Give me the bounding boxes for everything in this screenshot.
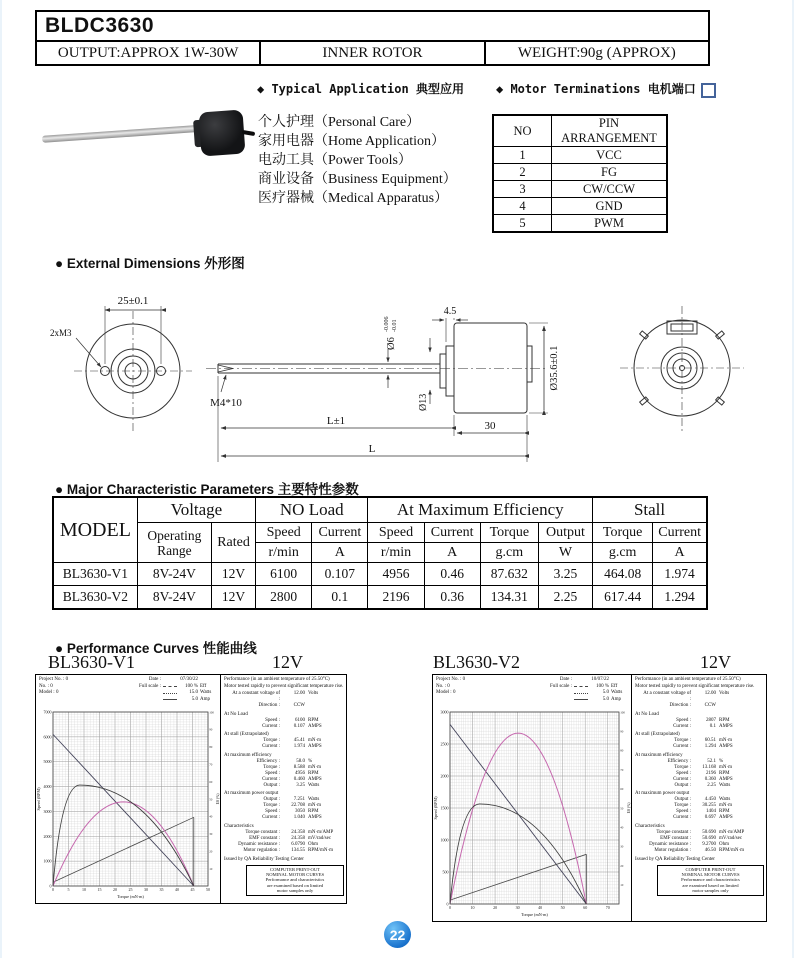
svg-text:2500: 2500 bbox=[440, 741, 449, 747]
group-max-efficiency: At Maximum Efficiency bbox=[368, 497, 593, 523]
svg-text:40: 40 bbox=[209, 814, 213, 819]
svg-text:-0.01: -0.01 bbox=[392, 319, 398, 332]
svg-text:Eff (%): Eff (%) bbox=[215, 793, 220, 805]
svg-text:1000: 1000 bbox=[43, 858, 52, 864]
unit-rpm: r/min bbox=[256, 543, 312, 563]
svg-text:Speed (RPM): Speed (RPM) bbox=[433, 796, 438, 820]
performance-plot-v2 bbox=[433, 707, 631, 918]
legend-amp-value: 5.0 bbox=[602, 696, 609, 702]
svg-text:80: 80 bbox=[209, 745, 213, 750]
svg-text:0: 0 bbox=[52, 887, 54, 892]
no-load-current: 0.1 bbox=[312, 586, 368, 610]
header-weight: WEIGHT:90g (APPROX) bbox=[517, 45, 676, 61]
svg-text:5: 5 bbox=[67, 887, 70, 892]
chart-head-v1 bbox=[36, 675, 220, 707]
pin-signal: FG bbox=[552, 164, 668, 181]
legend-watts-unit: Watts bbox=[611, 690, 623, 695]
legend-eff-value: 100 % bbox=[185, 683, 198, 689]
header-table bbox=[35, 10, 710, 66]
table-row bbox=[493, 215, 667, 233]
max-eff-current: 0.46 bbox=[424, 563, 480, 586]
svg-text:20: 20 bbox=[209, 849, 213, 854]
group-no-load: NO Load bbox=[256, 497, 368, 523]
svg-text:50: 50 bbox=[620, 806, 624, 811]
legend-amp-unit: Amp bbox=[611, 696, 621, 702]
svg-text:60: 60 bbox=[209, 779, 213, 784]
svg-text:10: 10 bbox=[209, 866, 213, 871]
chart-head-v2 bbox=[433, 675, 631, 707]
svg-text:20: 20 bbox=[620, 863, 624, 868]
svg-text:90: 90 bbox=[620, 729, 624, 734]
motor-shaft-image bbox=[42, 124, 210, 143]
svg-text:15: 15 bbox=[97, 887, 102, 892]
page-left-edge bbox=[0, 0, 2, 958]
col-nl-speed: Speed bbox=[256, 523, 312, 543]
svg-text:60: 60 bbox=[583, 905, 588, 910]
no-load-current: 0.107 bbox=[312, 563, 368, 586]
col-nl-current: Current bbox=[312, 523, 368, 543]
section-performance-curves: ● Performance Curves 性能曲线 bbox=[55, 641, 257, 656]
svg-text:20: 20 bbox=[113, 887, 117, 892]
full-scale-label: Full scale : bbox=[550, 683, 572, 689]
date-label: Date : bbox=[559, 677, 572, 682]
viewer-widget-button[interactable] bbox=[701, 83, 716, 98]
stall-torque: 617.44 bbox=[593, 586, 653, 610]
legend-watts-value: 5.0 bbox=[602, 690, 609, 695]
col-operating-range bbox=[137, 523, 211, 563]
dim-front-width: 25±0.1 bbox=[117, 295, 149, 307]
pin-no: 4 bbox=[493, 198, 552, 215]
rated-voltage: 12V bbox=[211, 586, 255, 610]
svg-text:3000: 3000 bbox=[440, 709, 449, 715]
pin-signal: PWM bbox=[552, 215, 668, 233]
table-row bbox=[493, 181, 667, 198]
max-eff-torque: 134.31 bbox=[480, 586, 538, 610]
svg-text:30: 30 bbox=[620, 844, 624, 849]
table-row bbox=[53, 586, 707, 610]
col-me-torque: Torque bbox=[480, 523, 538, 543]
col-st-torque: Torque bbox=[593, 523, 653, 543]
svg-text:10: 10 bbox=[470, 905, 475, 910]
dim-thread: M4*10 bbox=[210, 397, 242, 409]
page-title: BLDC3630 bbox=[37, 12, 708, 42]
svg-text:70: 70 bbox=[209, 762, 213, 767]
model-name: BL3630-V1 bbox=[53, 563, 137, 586]
svg-text:50: 50 bbox=[206, 887, 210, 892]
performance-chart-v2 bbox=[432, 674, 767, 922]
svg-text:0: 0 bbox=[49, 883, 52, 889]
chart-voltage-v2: 12V bbox=[700, 652, 731, 672]
dash-line-icon bbox=[574, 686, 588, 687]
pin-no: 1 bbox=[493, 147, 552, 164]
svg-text:40: 40 bbox=[620, 825, 624, 830]
chart-title-v2: BL3630-V2 bbox=[433, 652, 520, 672]
page-number: 22 bbox=[389, 926, 406, 943]
unit-a: A bbox=[424, 543, 480, 563]
chart-meta-v1 bbox=[39, 677, 68, 707]
operating-label: Operating bbox=[147, 527, 202, 543]
table-row bbox=[53, 563, 707, 586]
svg-text:4000: 4000 bbox=[43, 784, 52, 790]
svg-text:7000: 7000 bbox=[43, 709, 52, 715]
pin-arrangement-table bbox=[492, 114, 668, 233]
legend-amp-unit: Amp bbox=[200, 696, 210, 702]
max-eff-output: 2.25 bbox=[538, 586, 592, 610]
dim-body-dia: Ø35.6±0.1 bbox=[549, 345, 560, 391]
meta-no: No. : 0 bbox=[436, 683, 450, 689]
unit-a: A bbox=[653, 543, 707, 563]
svg-text:70: 70 bbox=[620, 767, 624, 772]
svg-text:50: 50 bbox=[560, 905, 565, 910]
list-item: 医疗器械（Medical Apparatus） bbox=[258, 191, 449, 206]
pin-no: 5 bbox=[493, 215, 552, 233]
svg-text:0: 0 bbox=[449, 905, 451, 910]
meta-model: Model : 0 bbox=[436, 690, 456, 695]
section-typical-application: ◆ Typical Application 典型应用 bbox=[257, 82, 464, 96]
group-stall: Stall bbox=[593, 497, 707, 523]
model-name: BL3630-V2 bbox=[53, 586, 137, 610]
dot-line-icon bbox=[574, 693, 588, 694]
svg-text:0: 0 bbox=[446, 901, 449, 907]
performance-chart-v1 bbox=[35, 674, 347, 904]
unit-a: A bbox=[312, 543, 368, 563]
svg-text:30: 30 bbox=[515, 905, 520, 910]
chart-legend-v2 bbox=[540, 677, 629, 707]
table-row bbox=[493, 147, 667, 164]
rated-voltage: 12V bbox=[211, 563, 255, 586]
section-motor-terminations: ◆ Motor Terminations 电机端口 bbox=[496, 82, 696, 96]
svg-text:-0.006: -0.006 bbox=[384, 316, 390, 332]
legend-watts-value: 15.0 bbox=[189, 690, 198, 695]
col-st-current: Current bbox=[653, 523, 707, 543]
meta-project-no: Project No. : 0 bbox=[436, 677, 466, 682]
svg-text:6000: 6000 bbox=[43, 734, 52, 740]
unit-gcm: g.cm bbox=[593, 543, 653, 563]
svg-text:Torque (mN·m): Torque (mN·m) bbox=[521, 912, 548, 917]
svg-text:5000: 5000 bbox=[43, 759, 52, 765]
no-load-speed: 6100 bbox=[256, 563, 312, 586]
pin-signal: GND bbox=[552, 198, 668, 215]
col-rated: Rated bbox=[211, 523, 255, 563]
dot-line-icon bbox=[163, 693, 177, 694]
svg-text:1500: 1500 bbox=[440, 805, 449, 811]
list-item: 电动工具（Power Tools） bbox=[258, 153, 412, 168]
chart-meta-v2 bbox=[436, 677, 465, 707]
dimensions-drawing bbox=[30, 276, 770, 476]
col-me-output: Output bbox=[538, 523, 592, 543]
pin-no: 3 bbox=[493, 181, 552, 198]
svg-text:70: 70 bbox=[605, 905, 610, 910]
chart-title-v1: BL3630-V1 bbox=[48, 652, 135, 672]
svg-text:500: 500 bbox=[442, 869, 449, 875]
svg-text:10: 10 bbox=[620, 883, 624, 888]
svg-text:Speed (RPM): Speed (RPM) bbox=[36, 787, 41, 811]
section-major-parameters: ● Major Characteristic Parameters 主要特性参数 bbox=[55, 482, 359, 497]
solid-line-icon bbox=[574, 699, 588, 700]
application-list bbox=[258, 113, 457, 208]
max-eff-speed: 2196 bbox=[368, 586, 424, 610]
svg-text:30: 30 bbox=[144, 887, 148, 892]
full-scale-label: Full scale : bbox=[139, 683, 161, 689]
unit-w: W bbox=[538, 543, 592, 563]
unit-rpm: r/min bbox=[368, 543, 424, 563]
chart-voltage-v1: 12V bbox=[272, 652, 303, 672]
svg-text:25: 25 bbox=[128, 887, 133, 892]
list-item: 个人护理（Personal Care） bbox=[258, 115, 421, 130]
svg-text:Torque (mN·m): Torque (mN·m) bbox=[117, 894, 144, 899]
parameters-table bbox=[52, 496, 708, 610]
legend-eff-value: 100 % bbox=[596, 683, 609, 689]
svg-text:45: 45 bbox=[190, 887, 195, 892]
front-view bbox=[74, 306, 192, 433]
max-eff-current: 0.36 bbox=[424, 586, 480, 610]
pin-col-arrangement: PIN ARRANGEMENT bbox=[552, 115, 668, 147]
meta-no: No. : 0 bbox=[39, 683, 53, 689]
table-row bbox=[493, 198, 667, 215]
meta-project-no: Project No. : 0 bbox=[39, 677, 69, 682]
svg-text:35: 35 bbox=[159, 887, 164, 892]
motor-body-image bbox=[199, 110, 246, 157]
svg-text:100: 100 bbox=[620, 710, 625, 715]
header-output: OUTPUT:APPROX 1W-30W bbox=[57, 45, 239, 61]
svg-text:Ø6: Ø6 bbox=[386, 337, 397, 350]
chart-info-v2: Performance (in an ambient temperature of 25.50°C) Motor tested rapidly to prevent significant temperature rise. At a constant voltage of : 12.00 Volts Direction : CCW At No Load Speed : 2807 RPM Current : 0.1 AMPS At stall (Extrapolated) Torque : 60.51 mN·m Current : 1.294 AMPS At maximum efficiency Efficiency : 52.1 % Torque : 13.168 mN·m Speed : 2196 RPM Current : 0.360 AMPS Output : 2.25 Watts At maximum power output Output : 4.450 Watts Torque : 30.255 mN·m Speed : 1404 RPM Current : 0.697 AMPS Characteristics Torque constant : 50.690 mN·m/AMP EMF constant : 50.690 mV/rad/sec Dynamic resistance : 9.2700 Ohm Motor regulation : 46.50 RPM/mN·m Issued by QA Reliability Testing Center COMPUTER PRINT-OUT NOMINAL MOTOR CURVES Performance and characteristics are examined based on limited motor samples only bbox=[631, 675, 766, 921]
pin-col-no: NO bbox=[493, 115, 552, 147]
list-item: 商业设备（Business Equipment） bbox=[258, 172, 457, 187]
svg-text:50: 50 bbox=[209, 797, 213, 802]
solid-line-icon bbox=[163, 699, 177, 700]
header-rotor-type: INNER ROTOR bbox=[259, 42, 485, 64]
svg-text:2000: 2000 bbox=[43, 833, 52, 839]
svg-text:80: 80 bbox=[620, 748, 624, 753]
stall-torque: 464.08 bbox=[593, 563, 653, 586]
dim-body-length: 30 bbox=[484, 420, 496, 432]
max-eff-torque: 87.632 bbox=[480, 563, 538, 586]
legend-eff-unit: Eff bbox=[200, 683, 207, 689]
voltage-range: 8V-24V bbox=[137, 586, 211, 610]
list-item: 家用电器（Home Application） bbox=[258, 134, 446, 149]
side-view bbox=[206, 318, 548, 462]
svg-text:40: 40 bbox=[538, 905, 543, 910]
svg-text:1000: 1000 bbox=[440, 837, 449, 843]
col-model: MODEL bbox=[53, 497, 137, 563]
pin-signal: VCC bbox=[552, 147, 668, 164]
legend-watts-unit: Watts bbox=[200, 690, 212, 695]
stall-current: 1.974 bbox=[653, 563, 707, 586]
svg-text:100: 100 bbox=[209, 710, 214, 715]
dim-shaft-dia bbox=[384, 317, 398, 351]
range-label: Range bbox=[157, 542, 192, 558]
max-eff-speed: 4956 bbox=[368, 563, 424, 586]
date-label: Date : bbox=[148, 677, 161, 682]
max-eff-output: 3.25 bbox=[538, 563, 592, 586]
section-external-dimensions: ● External Dimensions 外形图 bbox=[55, 256, 245, 271]
svg-text:Eff (%): Eff (%) bbox=[626, 802, 631, 814]
voltage-range: 8V-24V bbox=[137, 563, 211, 586]
motor-photo bbox=[28, 96, 256, 226]
svg-text:40: 40 bbox=[175, 887, 179, 892]
table-row bbox=[493, 164, 667, 181]
dim-shaft-length: L±1 bbox=[326, 415, 346, 427]
legend-eff-unit: Eff bbox=[611, 683, 618, 689]
chart-info-v1: Performance (in an ambient temperature of 25.50°C) Motor tested rapidly to prevent significant temperature rise. At a constant voltage of : 12.00 Volts Direction : CCW At No Load Speed : 6100 RPM Current : 0.107 AMPS At stall (Extrapolated) Torque : 45.41 mN·m Current : 1.974 AMPS At maximum efficiency Efficiency : 58.0 % Torque : 8.588 mN·m Speed : 4956 RPM Current : 0.460 AMPS Output : 3.25 Watts At maximum power output Output : 7.251 Watts Torque : 22.708 mN·m Speed : 3050 RPM Current : 1.040 AMPS Characteristics Torque constant : 24.358 mN·m/AMP EMF constant : 24.358 mV/rad/sec Dynamic resistance : 6.0790 Ohm Motor regulation : 134.55 RPM/mN·m Issued by QA Reliability Testing Center COMPUTER PRINT-OUT NOMINAL MOTOR CURVES Performance and characteristics are examined based on limited motor samples only bbox=[220, 675, 346, 903]
svg-text:60: 60 bbox=[620, 787, 624, 792]
col-me-speed: Speed bbox=[368, 523, 424, 543]
dim-hub-dia: Ø13 bbox=[418, 393, 429, 411]
dash-line-icon bbox=[163, 686, 177, 687]
pin-no: 2 bbox=[493, 164, 552, 181]
date-value: 07/30/22 bbox=[180, 677, 198, 682]
date-value: 10/07/22 bbox=[591, 677, 609, 682]
performance-plot-v1 bbox=[36, 707, 220, 900]
dim-total-length: L bbox=[368, 443, 376, 455]
no-load-speed: 2800 bbox=[256, 586, 312, 610]
svg-text:30: 30 bbox=[209, 832, 213, 837]
col-me-current: Current bbox=[424, 523, 480, 543]
page-number-badge bbox=[384, 921, 411, 948]
meta-model: Model : 0 bbox=[39, 690, 59, 695]
svg-text:10: 10 bbox=[82, 887, 86, 892]
rear-view bbox=[620, 306, 744, 431]
svg-text:2000: 2000 bbox=[440, 773, 449, 779]
pin-signal: CW/CCW bbox=[552, 181, 668, 198]
svg-text:20: 20 bbox=[493, 905, 498, 910]
stall-current: 1.294 bbox=[653, 586, 707, 610]
dim-step: 4.5 bbox=[443, 306, 457, 317]
svg-text:3000: 3000 bbox=[43, 808, 52, 814]
group-voltage: Voltage bbox=[137, 497, 255, 523]
unit-gcm: g.cm bbox=[480, 543, 538, 563]
legend-amp-value: 5.0 bbox=[191, 696, 198, 702]
svg-text:90: 90 bbox=[209, 727, 213, 732]
dim-screws: 2xM3 bbox=[50, 328, 72, 338]
chart-legend-v1 bbox=[129, 677, 218, 707]
